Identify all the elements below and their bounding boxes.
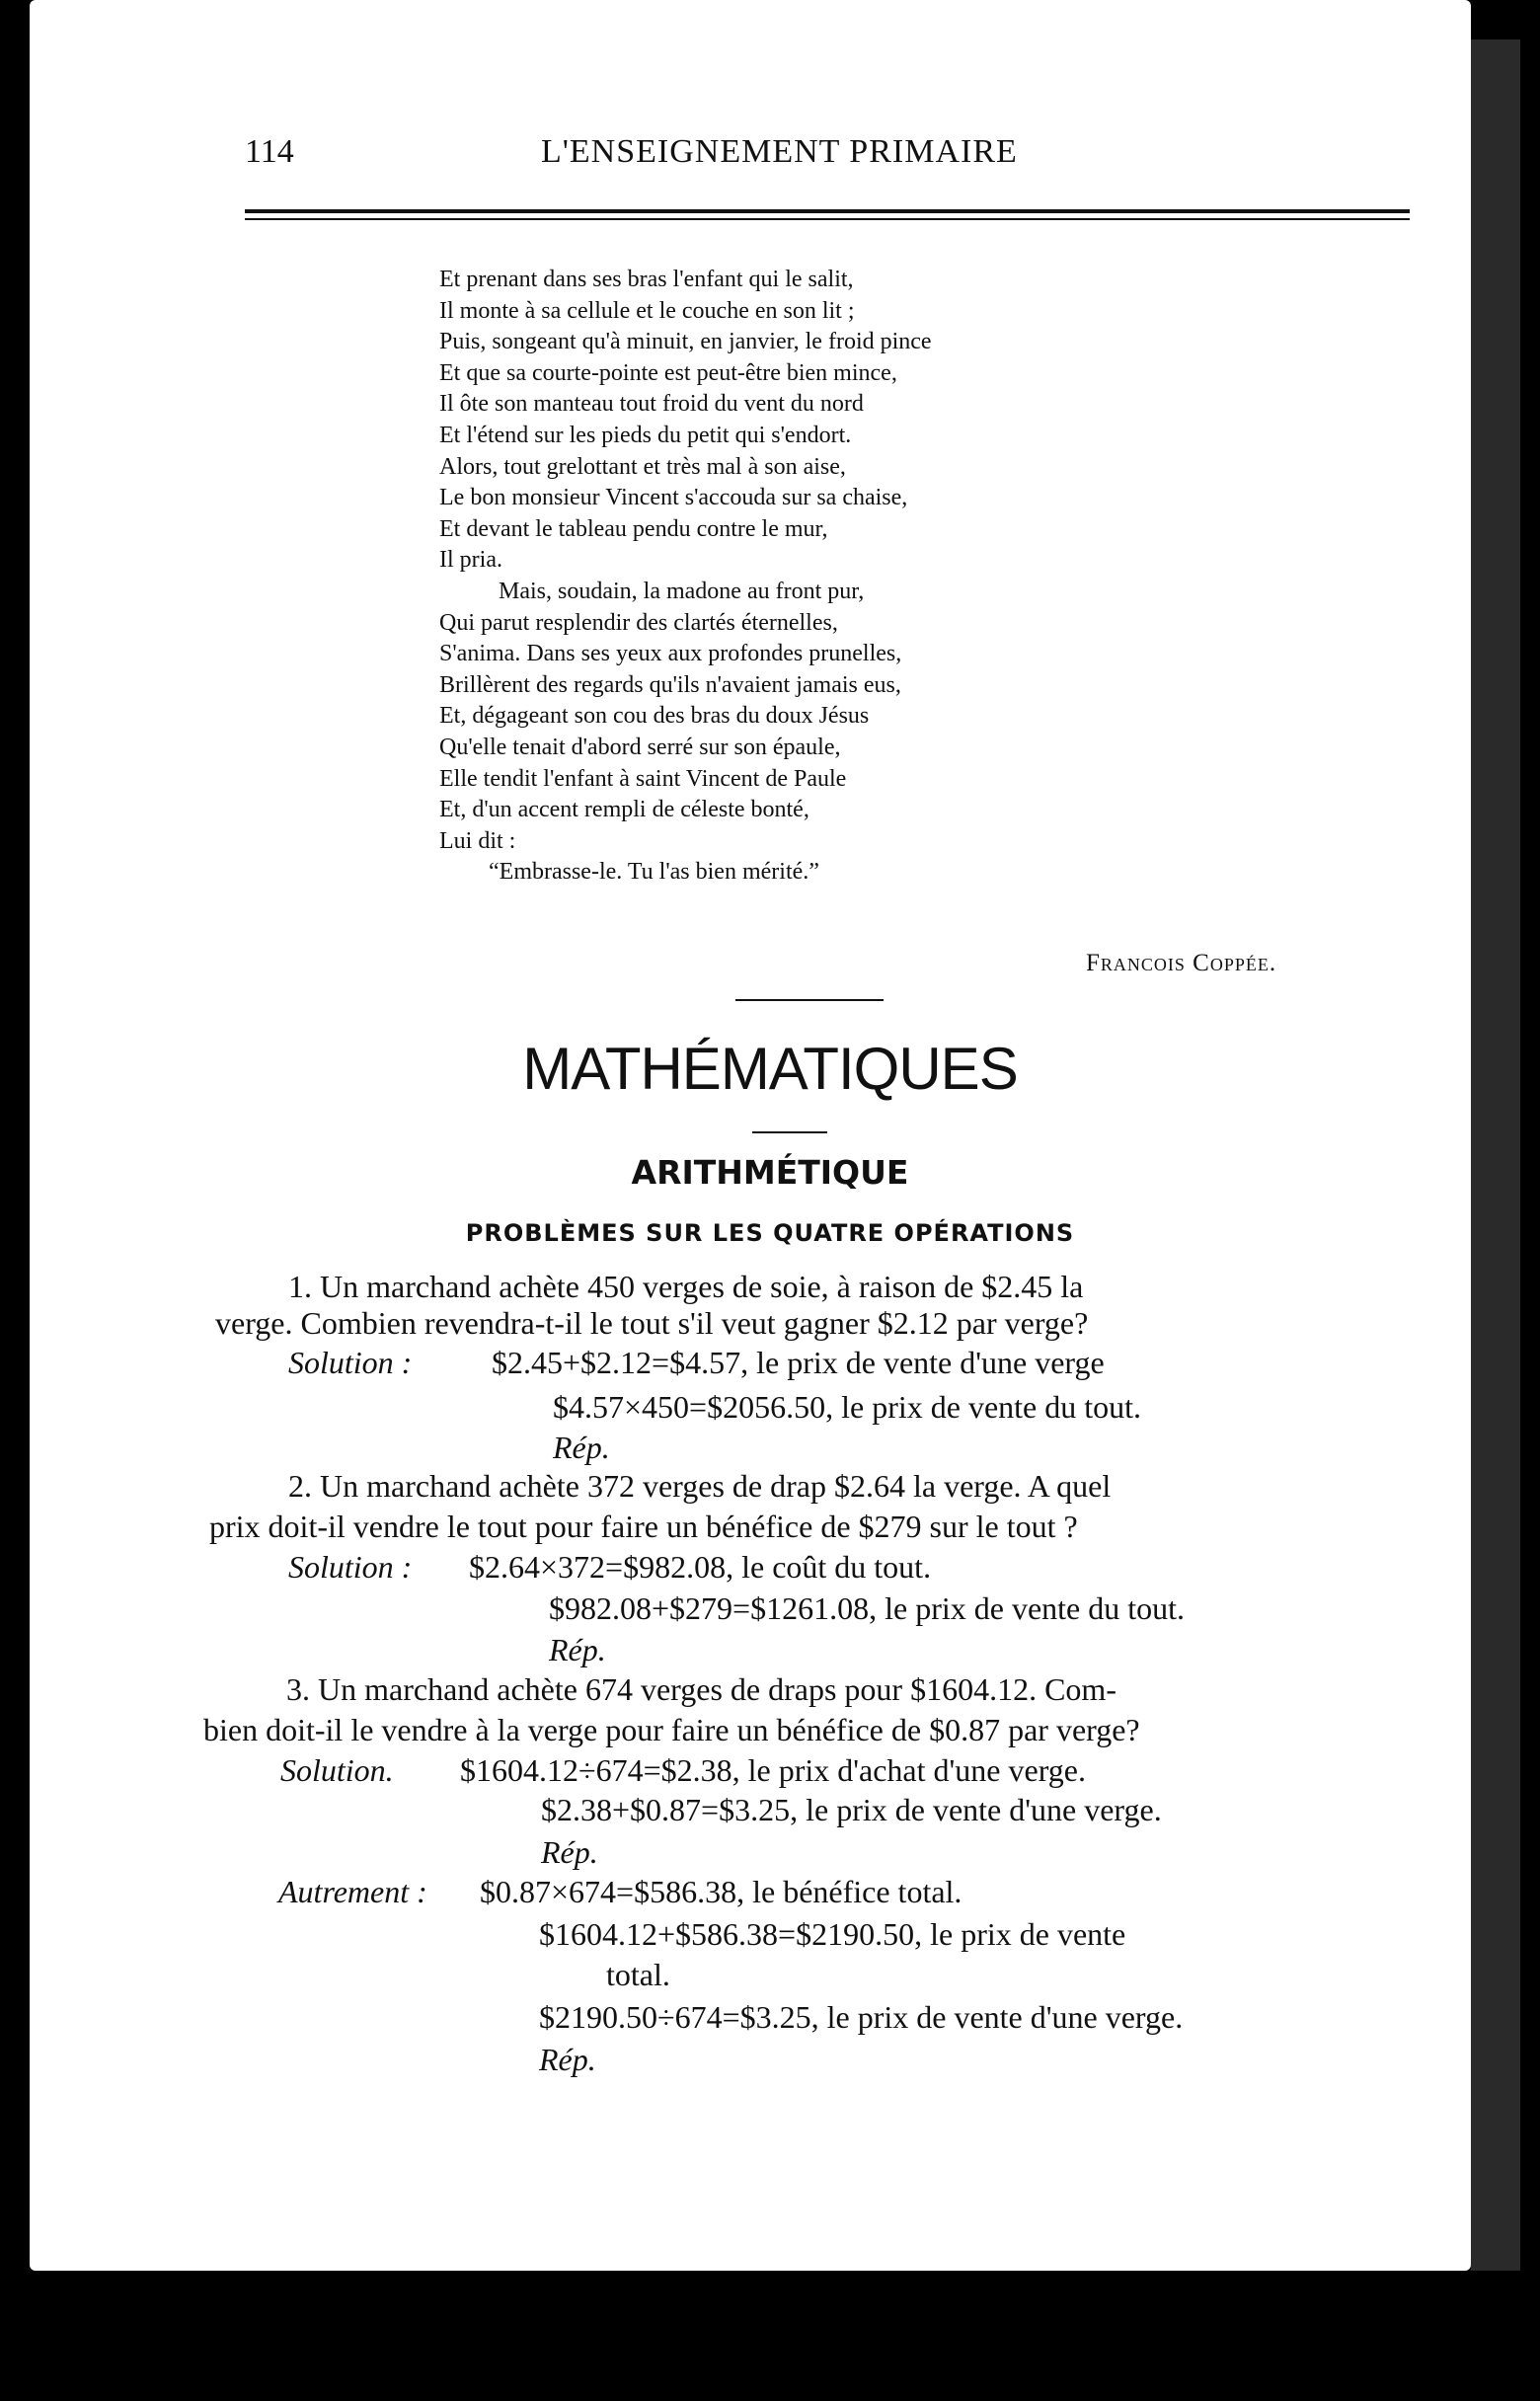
poem-line: Il monte à sa cellule et le couche en son lit ; [439,297,855,324]
poem-line: “Embrasse-le. Tu l'as bien mérité.” [489,859,819,886]
problem-3-line2: bien doit-il le vendre à la verge pour faire un bénéfice de $0.87 par verge? [203,1712,1140,1747]
poem-line: Et l'étend sur les pieds du petit qui s'endort. [439,422,852,448]
page-number: 114 [245,133,294,170]
section-divider [735,999,884,1001]
answer-label: Rép. [539,2042,596,2077]
problem-1-line1: 1. Un marchand achète 450 verges de soie, à raison de $2.45 la [288,1269,1084,1304]
poem-line: Puis, songeant qu'à minuit, en janvier, le froid pince [439,329,932,355]
title-divider [752,1131,827,1133]
poem-line: S'anima. Dans ses yeux aux profondes prunelles, [439,641,902,667]
poem-line: Qui parut resplendir des clartés éternelles, [439,609,838,636]
answer-label: Rép. [549,1632,606,1667]
poem-line: Alors, tout grelottant et très mal à son aise, [439,453,846,480]
poem-line: Il ôte son manteau tout froid du vent du nord [439,391,864,418]
header-rule-thin [245,218,1410,220]
poem-line: Mais, soudain, la madone au front pur, [499,578,865,604]
poem-line: Et, dégageant son cou des bras du doux Jésus [439,703,870,730]
poem-author: Francois Coppée. [1086,950,1277,976]
problem-3-alt3: $2190.50÷674=$3.25, le prix de vente d'une verge. [539,1999,1184,2035]
section-heading: PROBLÈMES SUR LES QUATRE OPÉRATIONS [465,1219,1075,1247]
problem-3-alt1: $0.87×674=$586.38, le bénéfice total. [480,1874,962,1909]
scan-border [0,2271,1540,2401]
header-rule-thick [245,209,1410,213]
poem-line: Lui dit : [439,827,516,854]
poem-line: Et, d'un accent rempli de céleste bonté, [439,797,809,823]
running-title: L'ENSEIGNEMENT PRIMAIRE [541,133,1018,170]
problem-2-line1: 2. Un marchand achète 372 verges de drap $2.64 la verge. A quel [288,1468,1112,1504]
problem-3-alt2-continued: total. [606,1957,670,1992]
problem-3-solution1: $1604.12÷674=$2.38, le prix d'achat d'une verge. [460,1752,1086,1788]
solution-label: Solution. [280,1752,394,1788]
problem-1-line2: verge. Combien revendra-t-il le tout s'il veut gagner $2.12 par verge? [215,1305,1089,1341]
poem-line: Et devant le tableau pendu contre le mur, [439,515,828,542]
section-subtitle: ARITHMÉTIQUE [631,1153,909,1192]
poem [439,265,932,889]
poem-line: Et prenant dans ses bras l'enfant qui le salit, [439,267,854,292]
problem-3-line1: 3. Un marchand achète 674 verges de draps pour $1604.12. Com- [286,1671,1116,1707]
problem-1-solution1: $2.45+$2.12=$4.57, le prix de vente d'une verge [492,1345,1105,1380]
problem-1-solution2: $4.57×450=$2056.50, le prix de vente du tout. [553,1389,1142,1425]
problem-2-solution2: $982.08+$279=$1261.08, le prix de vente du tout. [549,1590,1186,1626]
problem-2-line2: prix doit-il vendre le tout pour faire un bénéfice de $279 sur le tout ? [209,1509,1078,1544]
problem-2-solution1: $2.64×372=$982.08, le coût du tout. [469,1549,932,1585]
solution-label: Solution : [288,1549,413,1585]
answer-label: Rép. [553,1430,610,1465]
problem-3-alt2: $1604.12+$586.38=$2190.50, le prix de vente [539,1916,1126,1952]
poem-line: Qu'elle tenait d'abord serré sur son épaule, [439,734,841,760]
answer-label: Rép. [541,1834,598,1870]
poem-line: Et que sa courte-pointe est peut-être bien mince, [439,359,897,386]
solution-label: Solution : [288,1345,413,1380]
poem-line: Elle tendit l'enfant à saint Vincent de Paule [439,765,847,792]
section-title: MATHÉMATIQUES [522,1036,1018,1102]
problem-3-solution2: $2.38+$0.87=$3.25, le prix de vente d'une verge. [541,1792,1162,1827]
poem-line: Le bon monsieur Vincent s'accouda sur sa chaise, [439,485,908,511]
poem-line: Brillèrent des regards qu'ils n'avaient jamais eus, [439,671,901,698]
poem-line: Il pria. [439,547,502,574]
alternative-label: Autrement : [278,1874,427,1909]
